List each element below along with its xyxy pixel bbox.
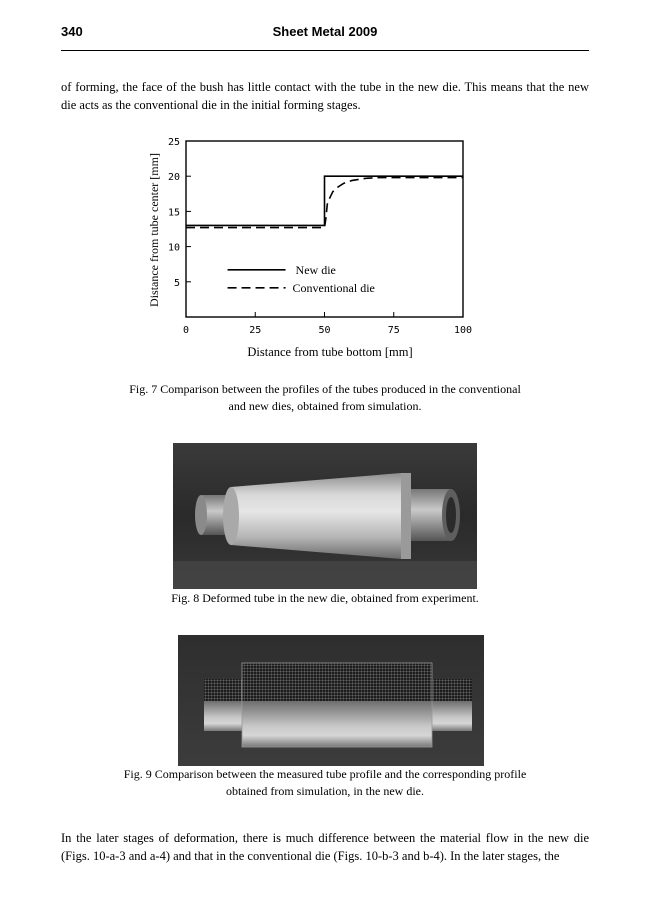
y-axis-label: Distance from tube center [mm]: [147, 153, 161, 307]
figure-7-caption-line-2: and new dies, obtained from simulation.: [228, 399, 422, 413]
figure-9-caption: [61, 766, 589, 800]
x-tick-label: 25: [249, 325, 262, 336]
figure-9-photo: [178, 635, 484, 766]
paragraph-top: of forming, the face of the bush has little contact with the tube in the new die. This means that the new die acts as the conventional die in the initial forming stages.: [61, 80, 589, 112]
profile-chart-svg: [140, 130, 480, 365]
legend-label: Conventional die: [292, 280, 375, 295]
chart-series: [186, 176, 463, 227]
figure-8-photo: [173, 443, 477, 589]
y-tick-label: 10: [167, 242, 180, 254]
header-rule: [61, 50, 589, 51]
page-number: 340: [61, 24, 83, 39]
figure-7-chart: [140, 130, 480, 365]
legend-label: New die: [295, 262, 336, 277]
y-tick-label: 20: [167, 172, 180, 184]
figure-8-caption: Fig. 8 Deformed tube in the new die, obtained from experiment.: [171, 591, 479, 605]
figure-7-caption-line-1: Fig. 7 Comparison between the profiles of the tubes produced in the conventional: [129, 382, 521, 396]
x-axis-label: Distance from tube bottom [mm]: [247, 345, 413, 359]
y-tick-label: 25: [167, 137, 180, 148]
x-tick-label: 100: [453, 325, 473, 336]
profile-comparison-image: [178, 635, 484, 766]
series-line-new-die: [186, 176, 463, 225]
figure-9-caption-line-2: obtained from simulation, in the new die.: [226, 784, 424, 798]
y-tick-label: 5: [173, 277, 180, 289]
x-tick-label: 0: [182, 325, 190, 336]
chart-ticks: [168, 137, 472, 336]
x-tick-label: 50: [318, 325, 331, 336]
y-tick-label: 15: [167, 207, 180, 219]
figure-7-caption: [61, 381, 589, 415]
figure-9-caption-line-1: Fig. 9 Comparison between the measured tube profile and the corresponding profile: [123, 767, 527, 781]
chart-legend: [228, 263, 375, 295]
x-tick-label: 75: [387, 325, 400, 336]
paragraph-bottom: In the later stages of deformation, there is much difference between the material flow in the new die (Figs. 10-a-3 and a-4) and that in the conventional die (Figs. 10-b-3 and b-4). In the later stages, the: [61, 831, 589, 863]
running-header-title: Sheet Metal 2009: [272, 24, 378, 39]
deformed-tube-image: [173, 443, 477, 589]
